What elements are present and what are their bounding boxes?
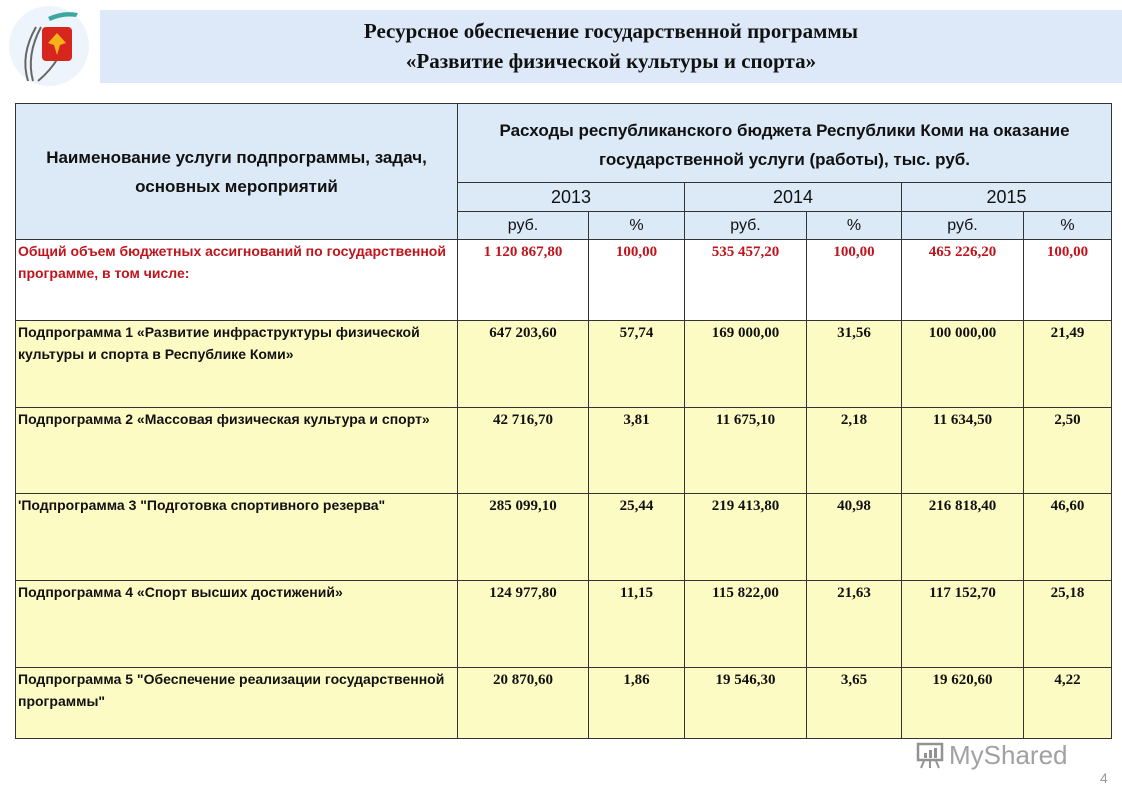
percent-cell: 25,44 — [589, 494, 685, 581]
logo-emblem-icon — [8, 5, 90, 87]
amount-cell: 465 226,20 — [902, 240, 1024, 321]
amount-cell: 115 822,00 — [685, 581, 807, 668]
table-row — [16, 668, 1112, 739]
column-header-expenses: Расходы республиканского бюджета Республики Коми на оказание государственной услуги (работы), тыс. руб. — [458, 104, 1112, 183]
amount-cell: 11 675,10 — [685, 408, 807, 494]
table-row — [16, 494, 1112, 581]
amount-cell: 100 000,00 — [902, 321, 1024, 408]
table-row — [16, 321, 1112, 408]
title-line-1: Ресурсное обеспечение государственной программы — [363, 19, 859, 43]
percent-cell: 1,86 — [589, 668, 685, 739]
amount-cell: 11 634,50 — [902, 408, 1024, 494]
watermark-text: MyShared — [949, 740, 1068, 770]
presentation-icon — [915, 740, 945, 770]
percent-cell: 2,50 — [1024, 408, 1112, 494]
percent-cell: 3,65 — [807, 668, 902, 739]
percent-cell: 4,22 — [1024, 668, 1112, 739]
percent-cell: 100,00 — [1024, 240, 1112, 321]
row-label: Подпрограмма 5 "Обеспечение реализации государственной программы" — [16, 668, 458, 739]
percent-cell: 57,74 — [589, 321, 685, 408]
table-row — [16, 581, 1112, 668]
unit-header: % — [589, 212, 685, 240]
row-label: Общий объем бюджетных ассигнований по государственной программе, в том числе: — [16, 240, 458, 321]
amount-cell: 647 203,60 — [458, 321, 589, 408]
percent-cell: 21,49 — [1024, 321, 1112, 408]
year-header: 2014 — [685, 183, 902, 212]
amount-cell: 1 120 867,80 — [458, 240, 589, 321]
amount-cell: 535 457,20 — [685, 240, 807, 321]
column-header-name: Наименование услуги подпрограммы, задач, основных мероприятий — [16, 104, 458, 240]
table-row — [16, 408, 1112, 494]
unit-header: руб. — [685, 212, 807, 240]
amount-cell: 19 620,60 — [902, 668, 1024, 739]
percent-cell: 46,60 — [1024, 494, 1112, 581]
unit-header: % — [807, 212, 902, 240]
row-label: Подпрограмма 2 «Массовая физическая культура и спорт» — [16, 408, 458, 494]
percent-cell: 40,98 — [807, 494, 902, 581]
table-row — [16, 240, 1112, 321]
amount-cell: 169 000,00 — [685, 321, 807, 408]
row-label: Подпрограмма 1 «Развитие инфраструктуры физической культуры и спорта в Республике Коми» — [16, 321, 458, 408]
amount-cell: 216 818,40 — [902, 494, 1024, 581]
unit-header: % — [1024, 212, 1112, 240]
title-banner — [100, 10, 1122, 83]
amount-cell: 219 413,80 — [685, 494, 807, 581]
percent-cell: 100,00 — [807, 240, 902, 321]
percent-cell: 3,81 — [589, 408, 685, 494]
unit-header: руб. — [902, 212, 1024, 240]
year-header: 2013 — [458, 183, 685, 212]
resource-table — [15, 103, 1112, 739]
percent-cell: 21,63 — [807, 581, 902, 668]
amount-cell: 124 977,80 — [458, 581, 589, 668]
amount-cell: 42 716,70 — [458, 408, 589, 494]
percent-cell: 100,00 — [589, 240, 685, 321]
year-header: 2015 — [902, 183, 1112, 212]
row-label: Подпрограмма 4 «Спорт высших достижений» — [16, 581, 458, 668]
amount-cell: 117 152,70 — [902, 581, 1024, 668]
percent-cell: 11,15 — [589, 581, 685, 668]
page-number: 4 — [1100, 770, 1108, 786]
title-line-2: «Развитие физической культуры и спорта» — [405, 49, 817, 73]
row-label: 'Подпрограмма 3 "Подготовка спортивного резерва" — [16, 494, 458, 581]
percent-cell: 2,18 — [807, 408, 902, 494]
amount-cell: 19 546,30 — [685, 668, 807, 739]
percent-cell: 31,56 — [807, 321, 902, 408]
amount-cell: 20 870,60 — [458, 668, 589, 739]
watermark — [915, 740, 1068, 770]
amount-cell: 285 099,10 — [458, 494, 589, 581]
unit-header: руб. — [458, 212, 589, 240]
percent-cell: 25,18 — [1024, 581, 1112, 668]
